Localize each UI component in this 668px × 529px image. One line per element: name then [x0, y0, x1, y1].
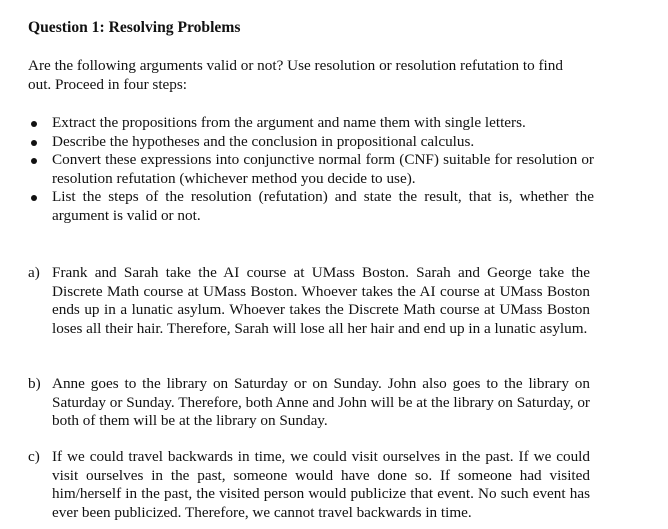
bullet-icon [31, 195, 37, 201]
bullet-icon [31, 140, 37, 146]
problem-c [28, 448, 590, 522]
problem-text: If we could travel backwards in time, we could visit ourselves in the past. If we could visit ourselves in the past, someone would have done so. If someone had visited him/herself in the past, the visited person would publicize that event. No such event has ever been publicized. Therefore, we cannot travel backwards in time. [52, 448, 590, 521]
bullet-icon [31, 121, 37, 127]
problem-b [28, 375, 590, 431]
problem-text: Anne goes to the library on Saturday or on Sunday. John also goes to the library on Saturday or Sunday. Therefore, both Anne and John will be at the library on Saturday, or both of them will be at the library on Sunday. [52, 375, 590, 430]
question-intro: Are the following arguments valid or not? Use resolution or resolution refutation to find out. Proceed in four steps: [28, 57, 563, 93]
step-item [28, 133, 594, 152]
step-text: List the steps of the resolution (refutation) and state the result, that is, whether the argument is valid or not. [52, 188, 594, 224]
step-item [28, 114, 594, 133]
bullet-icon [31, 158, 37, 164]
problem-label: b) [28, 375, 41, 392]
step-text: Extract the propositions from the argument and name them with single letters. [52, 114, 526, 131]
problem-label: a) [28, 264, 40, 281]
step-item [28, 151, 594, 188]
problem-text: Frank and Sarah take the AI course at UMass Boston. Sarah and George take the Discrete Math course at UMass Boston. Whoever takes the AI course at UMass Boston ends up in a lunatic asylum. Whoever takes the Discrete Math course at UMass Boston loses all their hair. Therefore, Sarah will lose all her hair and end up in a lunatic asylum. [52, 264, 590, 337]
step-text: Convert these expressions into conjunctive normal form (CNF) suitable for resolution or resolution refutation (whichever method you decide to use). [52, 151, 594, 187]
steps-list [28, 114, 594, 226]
step-text: Describe the hypotheses and the conclusion in propositional calculus. [52, 132, 475, 150]
question-title: Question 1: Resolving Problems [28, 19, 241, 36]
problem-a [28, 264, 590, 338]
step-item [28, 188, 594, 225]
problem-label: c) [28, 448, 40, 465]
